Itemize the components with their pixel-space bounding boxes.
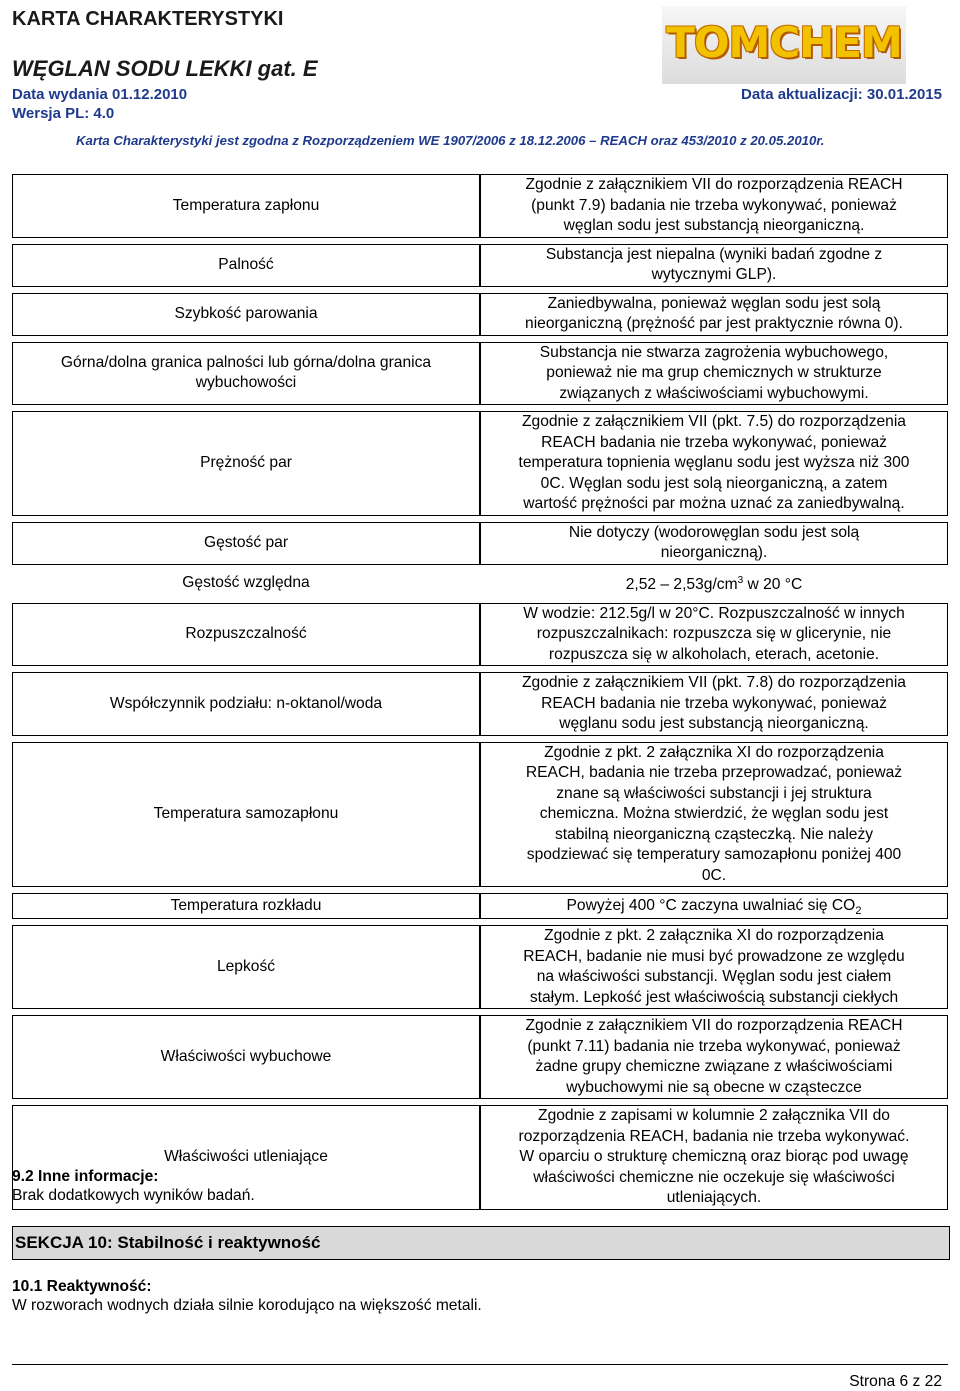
property-value — [480, 1105, 948, 1210]
text-line: W oparciu o strukturę chemiczną oraz biorąc pod uwagę — [519, 1148, 909, 1165]
text-line: na właściwości substancji. Węglan sodu jest ciałem — [536, 968, 892, 985]
property-row — [12, 174, 948, 238]
text-line: Substancja nie stwarza zagrożenia wybuchowego, — [539, 343, 889, 361]
text-line: rozpuszcza się w alkoholach, eterach, acetonie. — [548, 645, 880, 663]
product-name: WĘGLAN SODU LEKKI gat. E — [12, 56, 318, 81]
property-label — [12, 742, 480, 888]
text-line: Rozpuszczalność — [185, 625, 307, 642]
text-line: nieorganiczną (prężność par jest praktycznie równa 0). — [525, 315, 903, 332]
property-label — [12, 342, 480, 406]
text-line: żadne grupy chemiczne związane z właściwościami — [535, 1058, 893, 1075]
property-label — [12, 1015, 480, 1099]
tomchem-logo: TOMCHEM — [662, 6, 906, 84]
property-value — [480, 342, 948, 406]
text-line: 0C. Węglan sodu jest solą nieorganiczną, a zatem — [540, 474, 888, 492]
text-line: Zgodnie z załącznikiem VII (pkt. 7.8) do rozporządzenia — [522, 674, 906, 691]
version: Wersja PL: 4.0 — [12, 105, 115, 122]
text-line: związanych z właściwościami wybuchowymi. — [559, 384, 869, 402]
property-label — [12, 174, 480, 238]
text-line: stabilną nieorganiczną cząsteczką. Nie należy — [554, 825, 874, 843]
text-line: Właściwości utleniające — [164, 1148, 328, 1165]
text-line: wybuchowości — [195, 374, 297, 392]
text-line: Temperatura samozapłonu — [153, 805, 339, 822]
text-line: wartość prężności par można uznać za zaniedbywalną. — [523, 495, 905, 512]
property-row — [12, 742, 948, 888]
property-row-density — [12, 571, 948, 597]
text-line: wybuchowymi nie są obecne w cząsteczce — [566, 1078, 862, 1096]
property-row — [12, 411, 948, 516]
text-line: (punkt 7.11) badania nie trzeba wykonywać, ponieważ — [527, 1037, 901, 1055]
text-line: nieorganiczną). — [660, 544, 768, 561]
other-info-heading: 9.2 Inne informacje: — [12, 1168, 159, 1185]
text-line: REACH, badania nie trzeba przeprowadzać, ponieważ — [525, 764, 903, 781]
text-line: REACH, badanie nie musi być prowadzone ze względu — [523, 947, 905, 965]
property-row-decomposition — [12, 893, 948, 919]
property-row — [12, 244, 948, 287]
text-line: Substancja jest niepalna (wyniki badań zgodne z — [545, 245, 883, 263]
property-value — [480, 742, 948, 888]
footer-divider — [12, 1364, 948, 1365]
text-line: W wodzie: 212.5g/l w 20°C. Rozpuszczalność w innych — [523, 604, 905, 622]
text-line: Prężność par — [200, 454, 292, 471]
properties-table — [12, 168, 948, 1216]
text-line: Zgodnie z pkt. 2 załącznika XI do rozporządzenia — [544, 927, 884, 944]
reactivity-heading: 10.1 Reaktywność: — [12, 1278, 152, 1295]
text-line: utleniających. — [666, 1189, 762, 1206]
text-line: 0C. — [701, 866, 727, 884]
property-value — [480, 174, 948, 238]
property-value — [480, 1015, 948, 1099]
document-title: KARTA CHARAKTERYSTYKI — [12, 8, 284, 30]
property-value: Powyżej 400 °C zaczyna uwalniać się $CO_2$ — [480, 893, 948, 919]
text-line: REACH badania nie trzeba wykonywać, ponieważ — [541, 694, 887, 712]
property-label — [12, 925, 480, 1009]
property-label: Temperatura rozkładu — [12, 893, 480, 919]
property-row — [12, 925, 948, 1009]
text-line: Górna/dolna granica palności lub górna/dolna granica — [60, 353, 432, 371]
other-info-text: Brak dodatkowych wyników badań. — [12, 1187, 255, 1204]
text-line: Współczynnik podziału: n-oktanol/woda — [109, 694, 383, 712]
page-number: Strona 6 z 22 — [849, 1373, 942, 1390]
text-line: Zgodnie z załącznikiem VII do rozporządzenia REACH — [525, 1017, 903, 1034]
property-value — [480, 672, 948, 736]
compliance-note: Karta Charakterystyki jest zgodna z Rozporządzeniem WE 1907/2006 z 18.12.2006 – REACH oraz 453/2010 z 20.05.2010r. — [76, 133, 825, 148]
property-value — [480, 522, 948, 565]
reactivity-text: W rozworach wodnych działa silnie korodująco na większość metali. — [12, 1297, 482, 1314]
property-value — [480, 603, 948, 667]
text-line: Właściwości wybuchowe — [160, 1047, 332, 1065]
text-line: REACH badania nie trzeba wykonywać, ponieważ — [541, 433, 887, 451]
property-value — [480, 925, 948, 1009]
text-line: rozporządzenia REACH, badania nie trzeba wykonywać. — [518, 1127, 910, 1145]
property-value — [480, 411, 948, 516]
property-row — [12, 522, 948, 565]
text-line: Lepkość — [216, 957, 276, 975]
property-row — [12, 1015, 948, 1099]
text-line: właściwości chemiczne nie oczekuje się właściwości — [533, 1168, 895, 1186]
text-line: Palność — [218, 255, 274, 273]
property-value: $2,52 - 2,53g/cm^3$ w 20 °C — [625, 575, 803, 594]
text-line: znane są właściwości substancji i jej struktura — [556, 784, 872, 802]
text-line: Szybkość parowania — [174, 304, 318, 322]
text-line: Zgodnie z załącznikiem VII (pkt. 7.5) do rozporządzenia — [522, 413, 906, 430]
property-row — [12, 603, 948, 667]
property-value — [480, 293, 948, 336]
text-line: rozpuszczalnikach: rozpuszcza się w glicerynie, nie — [536, 625, 892, 642]
property-label — [12, 603, 480, 667]
text-line: Zgodnie z zapisami w kolumnie 2 załącznika VII do — [538, 1107, 890, 1124]
update-date: Data aktualizacji: 30.01.2015 — [741, 86, 942, 103]
text-line: (punkt 7.9) badania nie trzeba wykonywać, ponieważ — [531, 196, 897, 214]
property-label — [12, 672, 480, 736]
section-10-bar — [12, 1226, 950, 1260]
property-label — [12, 244, 480, 287]
text-line: Nie dotyczy (wodorowęglan sodu jest solą — [568, 523, 860, 541]
text-line: ponieważ nie ma grup chemicznych w strukturze — [546, 364, 882, 381]
property-row — [12, 672, 948, 736]
text-line: wytycznymi GLP). — [651, 266, 777, 283]
text-line: Temperatura zapłonu — [172, 196, 320, 214]
text-line: stałym. Lepkość jest właściwością substancji ciekłych — [529, 988, 899, 1006]
text-line: temperatura topnienia węglanu sodu jest wyższa niż 300 — [518, 454, 910, 471]
text-line: Zgodnie z pkt. 2 załącznika XI do rozporządzenia — [544, 743, 884, 761]
property-row — [12, 293, 948, 336]
text-line: Zgodnie z załącznikiem VII do rozporządzenia REACH — [525, 176, 903, 193]
section-10-title: SEKCJA 10: Stabilność i reaktywność — [15, 1233, 321, 1252]
text-line: węglan sodu jest substancją nieorganiczną. — [563, 217, 865, 234]
text-line: Gęstość par — [203, 533, 289, 551]
property-row — [12, 342, 948, 406]
property-label — [12, 411, 480, 516]
text-line: Zaniedbywalna, ponieważ węglan sodu jest solą — [547, 294, 881, 312]
property-label — [12, 522, 480, 565]
property-label: Gęstość względna — [182, 574, 310, 592]
text-line: spodziewać się temperatury samozapłonu poniżej 400 — [526, 846, 902, 863]
text-line: chemiczna. Można stwierdzić, że węglan sodu jest — [539, 805, 889, 822]
property-value — [480, 244, 948, 287]
text-line: węglanu sodu jest substancją nieorganiczną. — [559, 715, 869, 732]
property-label — [12, 293, 480, 336]
issue-date: Data wydania 01.12.2010 — [12, 86, 188, 103]
